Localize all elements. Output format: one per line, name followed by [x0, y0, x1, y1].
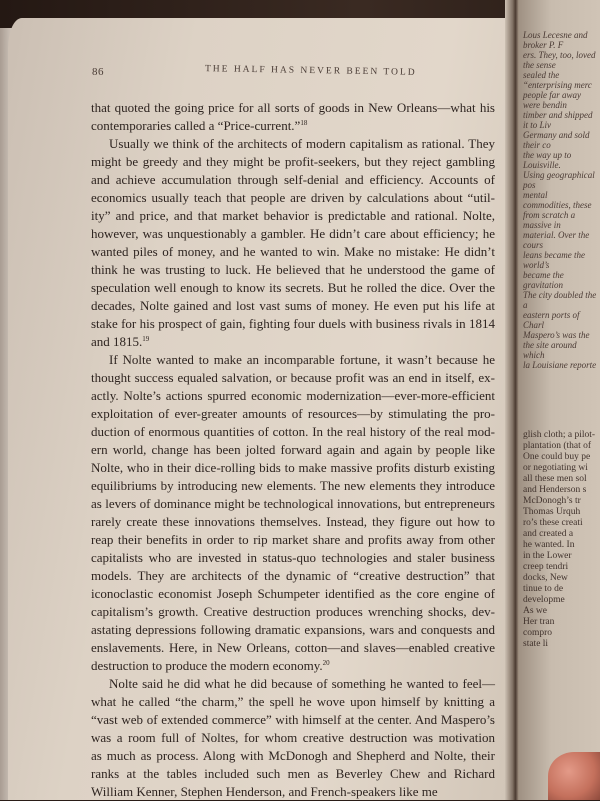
line-text: stake for his prospect of gain, fighting four duels with business rivals in 1814 [91, 316, 495, 331]
right-page-line: eastern ports of Charl [523, 310, 580, 330]
line-text: enslavements. Here, in New Orleans, cotton—and slaves—enabled creative [91, 640, 495, 655]
text-line [91, 279, 495, 297]
line-text: If Nolte wanted to make an incomparable fortune, it wasn’t because he [109, 352, 495, 367]
text-line [91, 117, 495, 135]
text-line [91, 405, 495, 423]
footnote-marker: 19 [142, 335, 150, 343]
right-page-line: ro’s these creati [523, 518, 583, 528]
text-line [91, 441, 495, 459]
text-line [91, 585, 495, 603]
line-text: was a room full of Noltes, for whom creative destruction was motivation [91, 730, 495, 745]
right-page-line: the way up to Louisville. [523, 150, 572, 170]
right-page-line: docks, New [523, 573, 568, 583]
text-line [91, 315, 495, 333]
line-text: that quoted the going price for all sorts of goods in New Orleans—what his [91, 100, 495, 115]
text-line [91, 693, 495, 711]
text-line [91, 765, 495, 783]
right-page-line: in the Lower [523, 551, 572, 561]
text-line [91, 657, 495, 675]
text-line [91, 99, 495, 117]
line-text: capitalism’s growth. Creative destruction produces wrenching shocks, dev- [91, 604, 495, 619]
fingertip [548, 752, 600, 800]
text-line [91, 189, 495, 207]
line-text: William Kenner, Stephen Henderson, and French-speakers like me [91, 784, 438, 799]
line-text: speculation well enough to know its secrets. But he rolled the dice. Over the [91, 280, 495, 295]
running-head: THE HALF HAS NEVER BEEN TOLD [204, 64, 417, 78]
right-page-line: he wanted. In [523, 540, 575, 550]
text-line [91, 351, 495, 369]
book-gutter [505, 0, 519, 800]
line-text: decades, Nolte gained and lost vast sums of money. He even put his life at [91, 298, 495, 313]
line-text: as levers of dominance might be technological innovations, but entrepreneurs [91, 496, 495, 511]
line-text: wanted piles of money, and he wanted to win. Make no mistake: He didn’t [91, 244, 495, 259]
line-text: think he was trusting to luck. He believed that he understood the game of [91, 262, 495, 277]
text-line [91, 261, 495, 279]
right-page-line: Germany and sold their co [523, 130, 590, 150]
right-page-line: leans became the world’s [523, 250, 585, 270]
text-line [91, 333, 495, 351]
text-line [91, 297, 495, 315]
right-page-line: la Louisiane reporte [523, 360, 597, 370]
footnote-marker: 20 [322, 659, 330, 667]
right-page-line: or negotiating wi [523, 463, 588, 473]
line-text: iconoclastic economist Joseph Schumpeter identified as the core engine of [91, 586, 495, 601]
line-text: actly. Nolte’s actions spurred economic modernization—ever-more-efficient [91, 388, 495, 403]
line-text: ern world, change has been jolted forward again and again by people like [91, 442, 495, 457]
text-line [91, 675, 495, 693]
text-line [91, 243, 495, 261]
line-text: thought success equaled salvation, or because profit was an end in itself, ex- [91, 370, 495, 385]
line-text: however, was unquestionably a gambler. He didn’t care about efficiency; he [91, 226, 495, 241]
right-page-line: the site around which [523, 340, 577, 360]
text-line [91, 153, 495, 171]
line-text: rarely create these innovations themselves. Instead, they figure out how to [91, 514, 495, 529]
right-page-line: McDonogh’s tr [523, 496, 581, 506]
text-line [91, 387, 495, 405]
text-line [91, 135, 495, 153]
line-text: as much as process. Along with McDonogh and Shepherd and Nolte, their [91, 748, 495, 763]
line-text: duction of enormous quantities of cotton. In the real history of the real mod- [91, 424, 495, 439]
text-line [91, 621, 495, 639]
text-line [91, 639, 495, 657]
line-text: what he called “the charm,” the spell he wove upon himself by knitting a [91, 694, 495, 709]
footnote-marker: 18 [300, 119, 308, 127]
right-page-line: Lous Lecesne and broker P. F [523, 30, 588, 50]
text-line [91, 171, 495, 189]
right-page-lower-text [523, 430, 597, 650]
line-text: astating depressions following dramatic expansions, wars and conquests and [91, 622, 495, 637]
right-page-line: and created a [523, 529, 574, 539]
text-line [91, 495, 495, 513]
text-line [91, 225, 495, 243]
right-page-line: people far away were bendin [523, 90, 581, 110]
line-text: capitalists who are invested in status-quo technologies and staler business [91, 550, 495, 565]
right-page-line: Her tran [523, 617, 555, 627]
line-text: destruction to produce the modern economy. [91, 658, 323, 673]
line-text: equilibriums by introducing new elements. The new elements they introduce [91, 478, 495, 493]
right-page-line: became the gravitation [523, 270, 564, 290]
line-text: Nolte, who in their dice-rolling bids to make massive profits disturb existing [91, 460, 495, 475]
right-page-line: ers. They, too, loved the sense [523, 50, 596, 70]
right-page [519, 0, 600, 800]
text-line [91, 729, 495, 747]
right-page-line: Thomas Urquh [523, 507, 581, 517]
right-page-line: tinue to de [523, 584, 564, 594]
right-page-line: and Henderson s [523, 485, 587, 495]
page-number: 86 [92, 66, 104, 78]
text-line [91, 513, 495, 531]
line-text: reap their benefits in order to rip market share and profits away from other [91, 532, 495, 547]
right-page-line: from scratch a massive in [523, 210, 576, 230]
right-page-line: One could buy pe [523, 452, 591, 462]
line-text: “vast web of extended commerce” with himself at the center. And Maspero’s [91, 712, 495, 727]
right-page-line: state li [523, 639, 549, 649]
right-page-line: timber and shipped it to Liv [523, 110, 593, 130]
text-line [91, 747, 495, 765]
body-text [91, 99, 495, 801]
text-line [91, 549, 495, 567]
right-page-line: all these men sol [523, 474, 587, 484]
right-page-line: As we [523, 606, 548, 616]
right-page-line: glish cloth; a pilot- [523, 430, 596, 440]
right-page-line: sealed the “enterprising merc [523, 70, 592, 90]
right-page-line: developme [523, 595, 565, 605]
right-page-line: creep tendri [523, 562, 569, 572]
right-page-line: Maspero’s was the [523, 330, 590, 340]
right-page-line: compro [523, 628, 553, 638]
line-text: Usually we think of the architects of modern capitalism as rational. They [109, 136, 495, 151]
line-text: contemporaries called a “Price-current.” [91, 118, 301, 133]
right-page-line: material. Over the cours [523, 230, 590, 250]
text-line [91, 423, 495, 441]
text-line [91, 603, 495, 621]
line-text: models. They are architects of the dynamic of “creative destruction” that [91, 568, 495, 583]
line-text: and 1815. [91, 334, 143, 349]
right-page-line: plantation (that of [523, 441, 592, 451]
line-text: might be greedy and they might be profit-seekers, but they reject gambling [91, 154, 495, 169]
text-line [91, 477, 495, 495]
right-page-line: The city doubled the a [523, 290, 597, 310]
text-line [91, 567, 495, 585]
right-page-line: Using geographical pos [523, 170, 595, 190]
line-text: ity” and price, and that market behavior is predictable and rational. Nolte, [91, 208, 495, 223]
text-line [91, 369, 495, 387]
text-line [91, 459, 495, 477]
line-text: Nolte said he did what he did because of something he wanted to feel— [109, 676, 495, 691]
right-page-upper-text [523, 30, 597, 370]
text-line [91, 783, 495, 801]
text-line [91, 711, 495, 729]
right-page-line: mental commodities, these [523, 190, 592, 210]
line-text: and achieve accumulation through self-denial and efficiency. Accounts of [91, 172, 495, 187]
text-line [91, 531, 495, 549]
line-text: exploitation of ever-greater amounts of resources—by stimulating the pro- [91, 406, 495, 421]
line-text: economics usually teach that people are driven by calculations about “util- [91, 190, 495, 205]
text-line [91, 207, 495, 225]
line-text: ranks at the tables included such men as Beverley Chew and Richard [91, 766, 495, 781]
